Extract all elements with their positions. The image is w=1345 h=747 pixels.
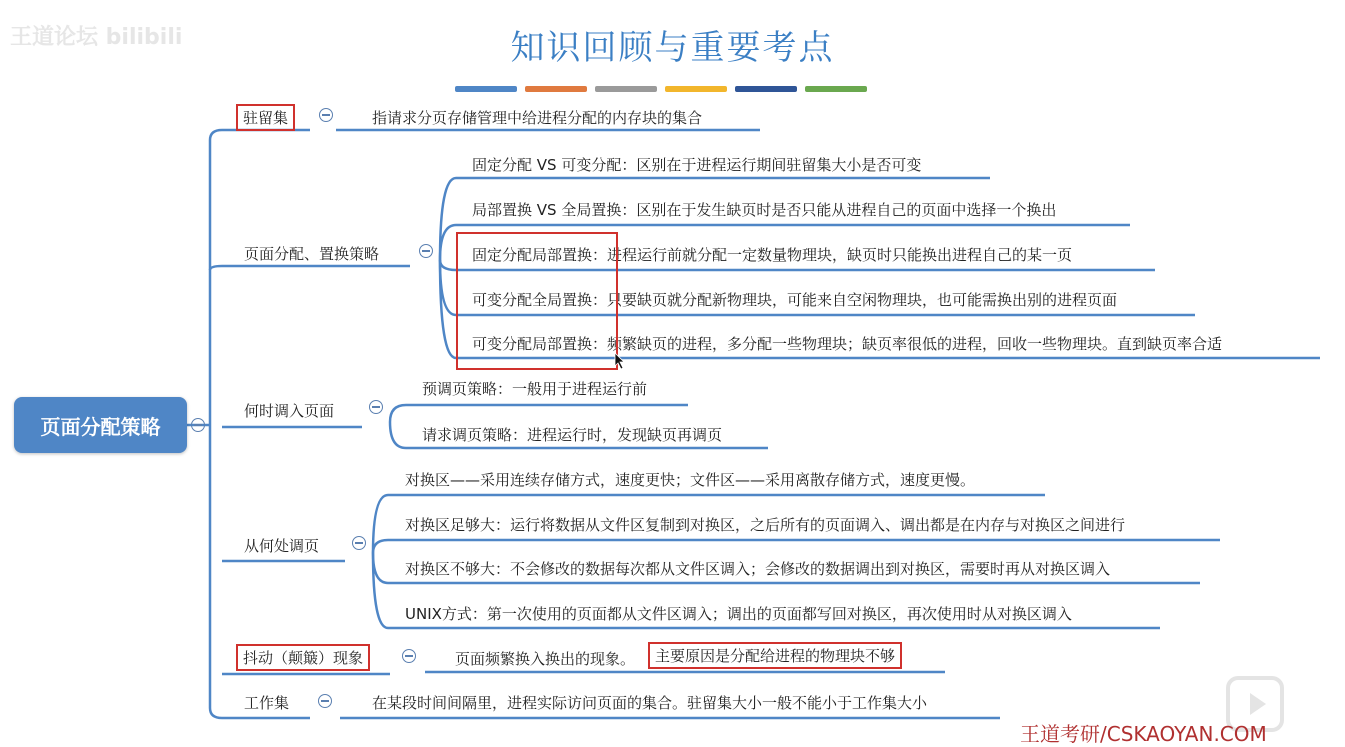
cursor-arrow-icon [614, 352, 626, 370]
bilibili-watermark: 王道论坛 bilibili [10, 25, 183, 50]
node-when-load[interactable]: 何时调入页面 [244, 402, 335, 420]
brand-footer: 王道考研/CSKAOYAN.COM [1020, 722, 1267, 746]
resident-collapse-icon[interactable] [319, 108, 333, 122]
root-node[interactable]: 页面分配策略 [14, 397, 187, 453]
node-thrashing[interactable]: 抖动（颠簸）现象 [236, 644, 370, 671]
thrash-description-b: 主要原因是分配给进程的物理块不够 [648, 642, 902, 669]
alloc-item-2: 局部置换 VS 全局置换：区别在于发生缺页时是否只能从进程自己的页面中选择一个换出 [472, 201, 1057, 219]
where-item-1: 对换区——采用连续存储方式，速度更快；文件区——采用离散存储方式，速度更慢。 [405, 471, 976, 489]
where-item-4: UNIX方式：第一次使用的页面都从文件区调入；调出的页面都写回对换区，再次使用时从对换区调入 [405, 605, 1072, 623]
where-collapse-icon[interactable] [352, 536, 366, 550]
node-working-set[interactable]: 工作集 [244, 694, 290, 712]
page-title: 知识回顾与重要考点 [510, 28, 835, 68]
workset-description: 在某段时间间隔里，进程实际访问页面的集合。驻留集大小一般不能小于工作集大小 [372, 694, 928, 712]
highlight-strategy-box [456, 232, 618, 370]
alloc-collapse-icon[interactable] [419, 244, 433, 258]
where-item-2: 对换区足够大：运行将数据从文件区复制到对换区，之后所有的页面调入、调出都是在内存与对换区之间进行 [405, 516, 1126, 534]
when-item-1: 预调页策略：一般用于进程运行前 [422, 380, 648, 398]
alloc-item-1: 固定分配 VS 可变分配：区别在于进程运行期间驻留集大小是否可变 [472, 156, 922, 174]
thrash-description-a: 页面频繁换入换出的现象。 [455, 650, 636, 668]
resident-description: 指请求分页存储管理中给进程分配的内存块的集合 [372, 109, 703, 127]
alloc-item-5: 可变分配局部置换：频繁缺页的进程，多分配一些物理块；缺页率很低的进程，回收一些物理块。直到缺页率合适 [472, 335, 1223, 353]
root-collapse-icon[interactable] [191, 418, 205, 432]
where-item-3: 对换区不够大：不会修改的数据每次都从文件区调入；会修改的数据调出到对换区，需要时再从对换区调入 [405, 560, 1111, 578]
node-where-load[interactable]: 从何处调页 [244, 537, 320, 555]
node-resident-set[interactable]: 驻留集 [236, 104, 295, 131]
thrash-collapse-icon[interactable] [402, 649, 416, 663]
workset-collapse-icon[interactable] [318, 694, 332, 708]
alloc-item-4: 可变分配全局置换：只要缺页就分配新物理块，可能来自空闲物理块，也可能需换出别的进程页面 [472, 291, 1118, 309]
node-alloc-replace[interactable]: 页面分配、置换策略 [244, 245, 380, 263]
alloc-item-3: 固定分配局部置换：进程运行前就分配一定数量物理块，缺页时只能换出进程自己的某一页 [472, 246, 1073, 264]
when-collapse-icon[interactable] [369, 400, 383, 414]
when-item-2: 请求调页策略：进程运行时，发现缺页再调页 [422, 426, 723, 444]
